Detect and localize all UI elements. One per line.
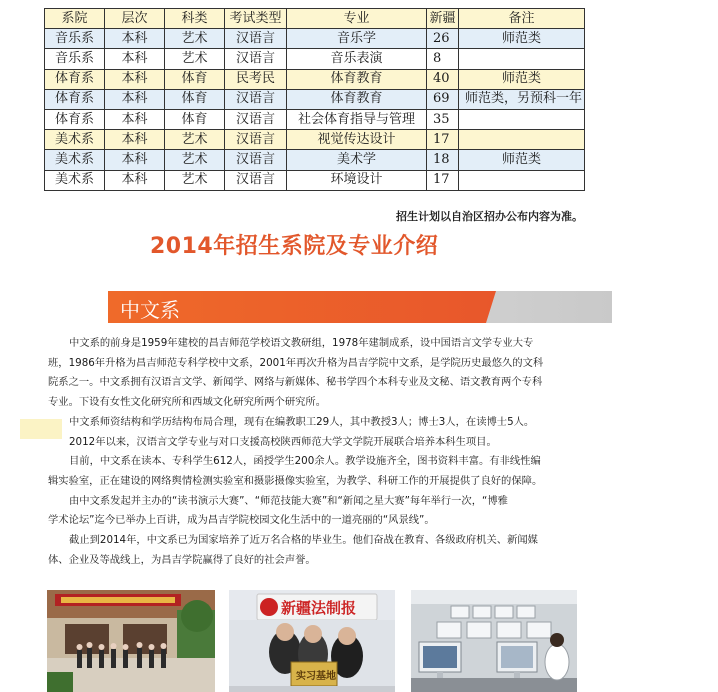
paragraph-line: 中文系师资结构和学历结构布局合理，现有在编教职工29人，其中教授3人；博士3人，在读博士5人。 bbox=[69, 415, 535, 428]
paragraph-line: 辑实验室，正在建设的网络舆情检测实验室和摄影摄像实验室，为教学、科研工作的开展提供了良好的保障。 bbox=[48, 474, 543, 487]
paragraph-line: 体、企业及等战线上，为昌吉学院赢得了良好的社会声誉。 bbox=[48, 553, 316, 566]
cell-category: 体育 bbox=[165, 109, 225, 129]
cell-dept: 体育系 bbox=[45, 89, 105, 109]
cell-level: 本科 bbox=[105, 109, 165, 129]
department-title: 中文系 bbox=[120, 298, 180, 322]
cell-dept: 美术系 bbox=[45, 170, 105, 190]
paragraph-line: 目前，中文系在读本、专科学生612人，函授学生200余人。教学设施齐全，图书资料丰富。有非线性编 bbox=[69, 455, 541, 468]
paragraph-line: 班，1986年升格为昌吉师范专科学校中文系，2001年再次升格为昌吉学院中文系，是学院历史最悠久的文科 bbox=[48, 356, 544, 369]
enrollment-table bbox=[44, 8, 585, 191]
computer-lab-illustration bbox=[411, 590, 577, 692]
paragraph-line: 专业。下设有女性文化研究所和西域文化研究所两个研究所。 bbox=[48, 396, 327, 409]
table-row bbox=[45, 109, 585, 129]
cell-exam-type: 汉语言 bbox=[225, 49, 287, 69]
paragraph-line: 2012年以来，汉语言文学专业与对口支援高校陕西师范大学文学院开展联合培养本科生项目。 bbox=[69, 435, 497, 448]
plan-note: 招生计划以自治区招办公布内容为准。 bbox=[396, 210, 583, 223]
cell-remark bbox=[459, 49, 585, 69]
cell-dept: 体育系 bbox=[45, 69, 105, 89]
cell-remark: 师范类 bbox=[459, 69, 585, 89]
cell-level: 本科 bbox=[105, 150, 165, 170]
header-cell: 专业 bbox=[287, 9, 427, 29]
campus-building-illustration bbox=[47, 590, 215, 692]
cell-exam-type: 汉语言 bbox=[225, 29, 287, 49]
cell-major: 体育教育 bbox=[287, 69, 427, 89]
header-cell: 层次 bbox=[105, 9, 165, 29]
cell-level: 本科 bbox=[105, 49, 165, 69]
paragraph-line: 中文系的前身是1959年建校的昌吉师范学校语文教研组，1978年建制成系，设中国语言文学专业大专 bbox=[69, 337, 534, 349]
header-cell: 考试类型 bbox=[225, 9, 287, 29]
table-row bbox=[45, 29, 585, 49]
cell-xinjiang-quota: 26 bbox=[427, 29, 459, 49]
cell-category: 艺术 bbox=[165, 130, 225, 150]
cell-level: 本科 bbox=[105, 130, 165, 150]
cell-major: 音乐学 bbox=[287, 29, 427, 49]
cell-category: 艺术 bbox=[165, 150, 225, 170]
cell-category: 体育 bbox=[165, 89, 225, 109]
cell-major: 环境设计 bbox=[287, 170, 427, 190]
cell-category: 艺术 bbox=[165, 49, 225, 69]
cell-remark: 师范类，另预科一年 bbox=[459, 89, 585, 109]
cell-dept: 音乐系 bbox=[45, 49, 105, 69]
cell-major: 美术学 bbox=[287, 150, 427, 170]
cell-remark bbox=[459, 170, 585, 190]
cell-major: 视觉传达设计 bbox=[287, 130, 427, 150]
cell-level: 本科 bbox=[105, 89, 165, 109]
cell-remark: 师范类 bbox=[459, 150, 585, 170]
cell-remark bbox=[459, 109, 585, 129]
cell-exam-type: 汉语言 bbox=[225, 130, 287, 150]
cell-dept: 音乐系 bbox=[45, 29, 105, 49]
table-row bbox=[45, 130, 585, 150]
cell-major: 体育教育 bbox=[287, 89, 427, 109]
newspaper-sign-text: 新疆法制报 bbox=[281, 599, 357, 617]
cell-exam-type: 汉语言 bbox=[225, 89, 287, 109]
ceremony-illustration bbox=[229, 590, 395, 692]
paragraph-line: 院系之一。中文系拥有汉语言文学、新闻学、网络与新媒体、秘书学四个本科专业及文秘、语文教育两个专科 bbox=[48, 376, 543, 389]
cell-xinjiang-quota: 17 bbox=[427, 130, 459, 150]
cell-dept: 美术系 bbox=[45, 130, 105, 150]
paragraph-line: 学术论坛”迄今已举办上百讲，成为昌吉学院校园文化生活中的一道亮丽的“风景线”。 bbox=[48, 514, 435, 527]
cell-xinjiang-quota: 17 bbox=[427, 170, 459, 190]
cell-category: 艺术 bbox=[165, 29, 225, 49]
cell-xinjiang-quota: 8 bbox=[427, 49, 459, 69]
cell-category: 艺术 bbox=[165, 170, 225, 190]
enrollment-table-container bbox=[44, 8, 584, 191]
table-row bbox=[45, 49, 585, 69]
cell-dept: 体育系 bbox=[45, 109, 105, 129]
header-cell: 备注 bbox=[459, 9, 585, 29]
cell-major: 音乐表演 bbox=[287, 49, 427, 69]
computer-lab-photo bbox=[411, 590, 577, 692]
header-cell: 新疆 bbox=[427, 9, 459, 29]
cell-remark: 师范类 bbox=[459, 29, 585, 49]
page-title: 2014年招生系院及专业介绍 bbox=[150, 234, 439, 259]
cell-exam-type: 汉语言 bbox=[225, 109, 287, 129]
ceremony-photo bbox=[229, 590, 395, 692]
table-row bbox=[45, 69, 585, 89]
cell-exam-type: 汉语言 bbox=[225, 150, 287, 170]
table-row bbox=[45, 170, 585, 190]
cell-xinjiang-quota: 35 bbox=[427, 109, 459, 129]
cell-xinjiang-quota: 18 bbox=[427, 150, 459, 170]
campus-building-photo bbox=[47, 590, 215, 692]
department-header-band bbox=[108, 291, 612, 323]
cell-remark bbox=[459, 130, 585, 150]
header-cell: 系院 bbox=[45, 9, 105, 29]
header-cell: 科类 bbox=[165, 9, 225, 29]
cell-level: 本科 bbox=[105, 29, 165, 49]
table-row bbox=[45, 89, 585, 109]
cell-major: 社会体育指导与管理 bbox=[287, 109, 427, 129]
department-description bbox=[48, 334, 596, 570]
cell-level: 本科 bbox=[105, 170, 165, 190]
table-row bbox=[45, 150, 585, 170]
cell-level: 本科 bbox=[105, 69, 165, 89]
cell-exam-type: 民考民 bbox=[225, 69, 287, 89]
table-header-row bbox=[45, 9, 585, 29]
paragraph-line: 截止到2014年，中文系已为国家培养了近万名合格的毕业生。他们奋战在教育、各级政府机关、新闻媒 bbox=[69, 534, 538, 547]
plaque-text: 实习基地 bbox=[296, 671, 336, 682]
cell-exam-type: 汉语言 bbox=[225, 170, 287, 190]
cell-category: 体育 bbox=[165, 69, 225, 89]
cell-xinjiang-quota: 40 bbox=[427, 69, 459, 89]
cell-xinjiang-quota: 69 bbox=[427, 89, 459, 109]
cell-dept: 美术系 bbox=[45, 150, 105, 170]
paragraph-line: 由中文系发起并主办的“读书演示大赛”、“师范技能大赛”和“新闻之星大赛”每年举行一次，“博雅 bbox=[69, 494, 508, 507]
